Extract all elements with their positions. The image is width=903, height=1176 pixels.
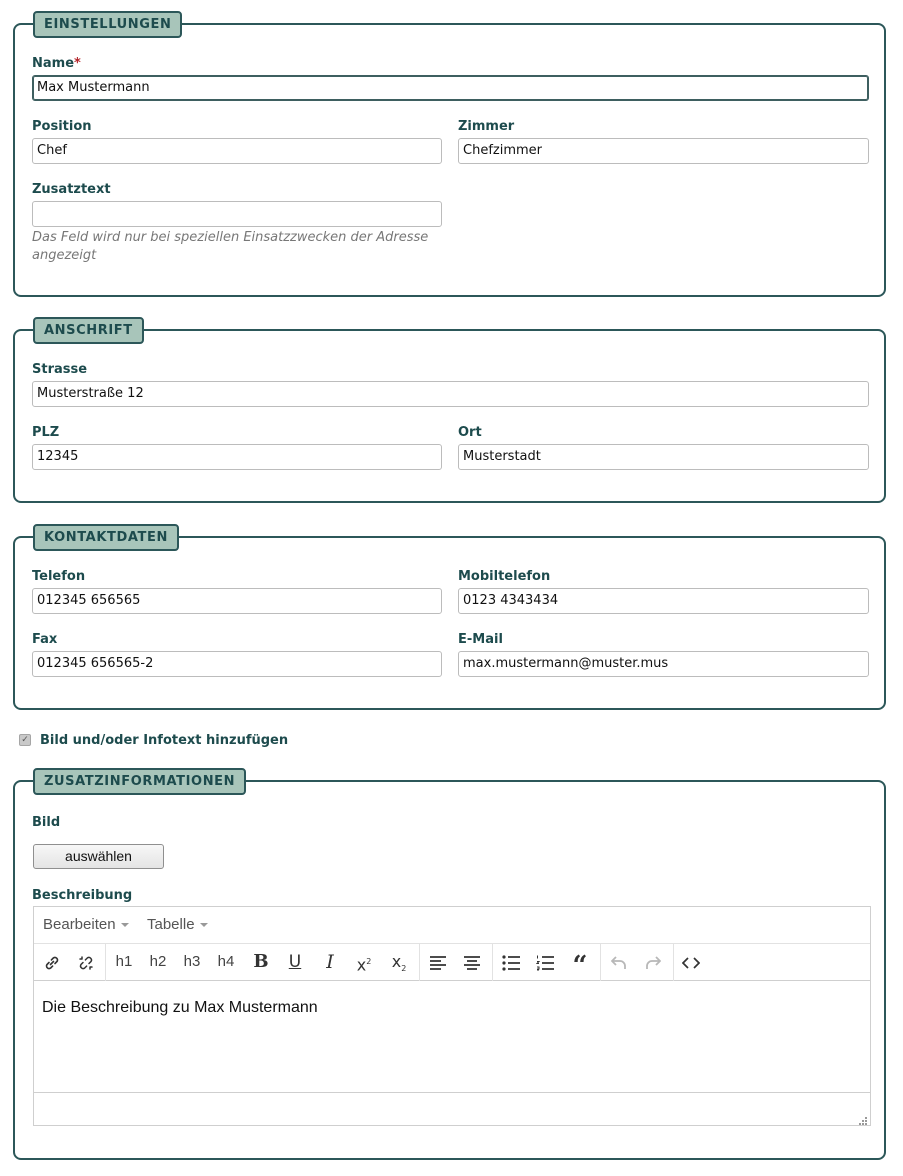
name-label: [32, 56, 81, 71]
required-marker: *: [74, 56, 81, 71]
editor-statusbar: [34, 1092, 870, 1125]
menu-tabelle-label: Tabelle: [147, 916, 195, 933]
name-input[interactable]: Max Mustermann: [32, 75, 869, 101]
plz-input[interactable]: 12345: [32, 444, 442, 470]
position-label: Position: [32, 119, 92, 134]
mobiltelefon-input[interactable]: 0123 4343434: [458, 588, 869, 614]
unlink-icon[interactable]: [71, 948, 101, 976]
caret-down-icon: [200, 923, 208, 927]
menu-tabelle[interactable]: [147, 916, 208, 933]
undo-icon[interactable]: [604, 948, 634, 976]
ort-label: Ort: [458, 425, 482, 440]
fax-input[interactable]: 012345 656565-2: [32, 651, 442, 677]
fieldset-kontaktdaten: [13, 530, 886, 710]
mobiltelefon-label: Mobiltelefon: [458, 569, 551, 584]
legend-kontaktdaten: KONTAKTDATEN: [33, 524, 179, 551]
editor-menubar: [34, 907, 870, 944]
resize-grip-icon[interactable]: [857, 1112, 867, 1122]
zimmer-input[interactable]: Chefzimmer: [458, 138, 869, 164]
beschreibung-label: Beschreibung: [32, 888, 133, 903]
strasse-input[interactable]: Musterstraße 12: [32, 381, 869, 407]
auswaehlen-button[interactable]: auswählen: [33, 844, 164, 869]
bild-infotext-checkbox[interactable]: ✓: [19, 734, 31, 746]
bold-icon[interactable]: B: [253, 951, 269, 972]
editor-content[interactable]: Die Beschreibung zu Max Mustermann: [42, 999, 318, 1016]
menu-bearbeiten-label: Bearbeiten: [43, 916, 116, 933]
rich-text-editor: [33, 906, 871, 1126]
align-left-icon[interactable]: [423, 948, 453, 976]
zusatztext-hint: Das Feld wird nur bei speziellen Einsatzzwecken der Adresse angezeigt: [32, 230, 429, 263]
bild-label: Bild: [32, 815, 61, 830]
telefon-label: Telefon: [32, 569, 86, 584]
align-center-icon[interactable]: [457, 948, 487, 976]
editor-toolbar: [34, 944, 870, 981]
redo-icon[interactable]: [638, 948, 668, 976]
ort-input[interactable]: Musterstadt: [458, 444, 869, 470]
plz-label: PLZ: [32, 425, 60, 440]
bild-infotext-checkbox-label[interactable]: Bild und/oder Infotext hinzufügen: [40, 733, 289, 748]
zimmer-label: Zimmer: [458, 119, 515, 134]
toolbar-separator: [419, 944, 420, 981]
email-input[interactable]: max.mustermann@muster.mus: [458, 651, 869, 677]
legend-anschrift: ANSCHRIFT: [33, 317, 144, 344]
legend-zusatzinformationen: ZUSATZINFORMATIONEN: [33, 768, 246, 795]
heading3-button[interactable]: h3: [183, 953, 201, 970]
bullet-list-icon[interactable]: [496, 948, 526, 976]
toolbar-separator: [673, 944, 674, 981]
toolbar-separator: [492, 944, 493, 981]
zusatztext-label: Zusatztext: [32, 182, 111, 197]
underline-icon[interactable]: U: [288, 952, 302, 972]
position-input[interactable]: Chef: [32, 138, 442, 164]
heading2-button[interactable]: h2: [149, 953, 167, 970]
source-code-icon[interactable]: [676, 948, 706, 976]
heading4-button[interactable]: h4: [217, 953, 235, 970]
fieldset-einstellungen: [13, 17, 886, 297]
zusatztext-input[interactable]: [32, 201, 442, 227]
fieldset-anschrift: [13, 323, 886, 503]
toolbar-separator: [105, 944, 106, 981]
legend-einstellungen: EINSTELLUNGEN: [33, 11, 182, 38]
email-label: E-Mail: [458, 632, 503, 647]
caret-down-icon: [121, 923, 129, 927]
fax-label: Fax: [32, 632, 58, 647]
numbered-list-icon[interactable]: [530, 948, 560, 976]
telefon-input[interactable]: 012345 656565: [32, 588, 442, 614]
subscript-icon[interactable]: $x_2$: [391, 952, 407, 974]
blockquote-icon[interactable]: “: [572, 951, 588, 981]
menu-bearbeiten[interactable]: [43, 916, 129, 933]
name-label-text: Name: [32, 56, 75, 71]
link-icon[interactable]: [37, 948, 67, 976]
fieldset-zusatzinformationen: [13, 774, 886, 1160]
italic-icon[interactable]: I: [326, 951, 334, 973]
superscript-icon[interactable]: $x^2$: [356, 955, 372, 975]
toolbar-separator: [600, 944, 601, 981]
strasse-label: Strasse: [32, 362, 88, 377]
heading1-button[interactable]: h1: [115, 953, 133, 970]
